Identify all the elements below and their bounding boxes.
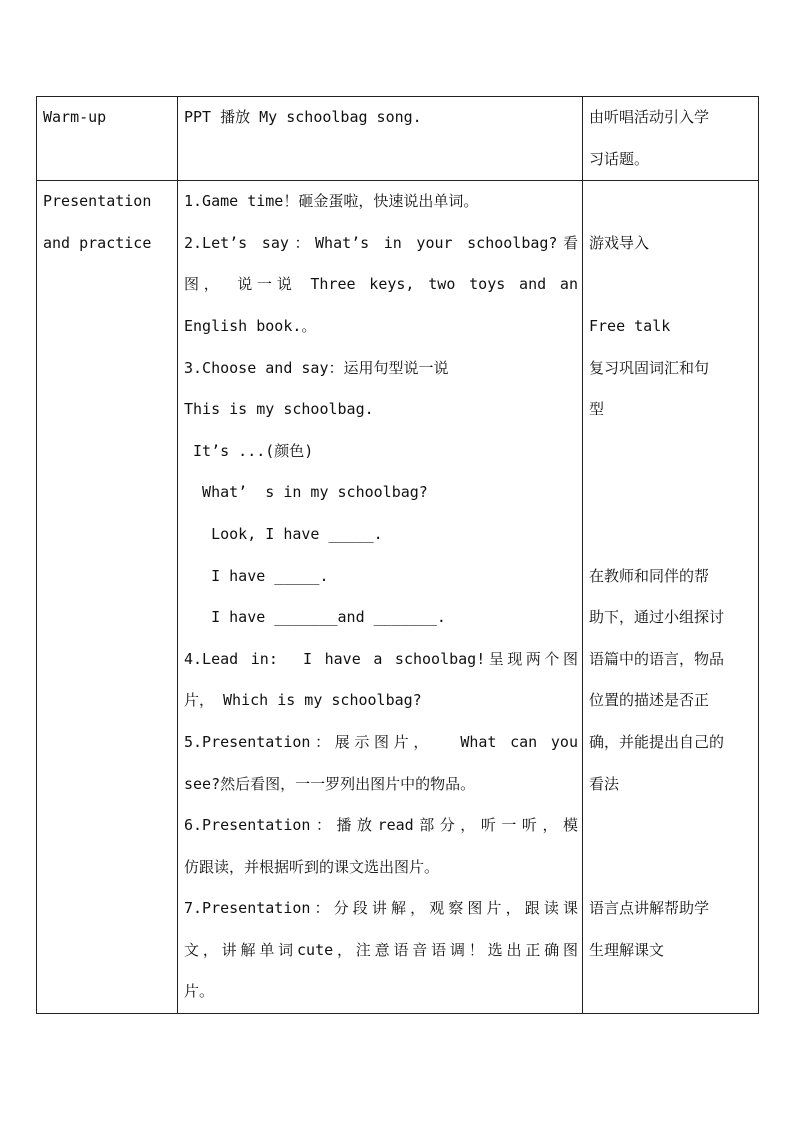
text-line: 复习巩固词汇和句 [589, 358, 710, 377]
text-line: PPT 播放 My schoolbag song. [184, 108, 422, 126]
text-line: 片。 [184, 982, 215, 1001]
text-line: 6.Presentation：播放read部分，听一听，模 [184, 816, 578, 835]
purpose-cell [583, 97, 759, 181]
text-line [589, 472, 754, 514]
stage-cell [37, 181, 178, 1014]
text-line: 语篇中的语言，物品 [589, 649, 725, 668]
text-line: 语言点讲解帮助学 [589, 899, 710, 918]
text-line: see?然后看图，一一罗列出图片中的物品。 [184, 774, 476, 793]
text-line: 片， Which is my schoolbag? [184, 691, 422, 710]
table-row [37, 97, 759, 181]
text-line [589, 514, 754, 556]
text-line: 在教师和同伴的帮 [589, 566, 710, 585]
text-line: Presentation [43, 192, 152, 211]
text-line: 由听唱活动引入学 [589, 108, 710, 126]
text-line: and practice [43, 233, 152, 252]
text-line: 位置的描述是否正 [589, 691, 710, 710]
text-line: 生理解课文 [589, 940, 665, 959]
text-line: 确，并能提出自己的 [589, 732, 725, 751]
text-line: 助下，通过小组探讨 [589, 608, 725, 627]
text-line: 7.Presentation：分段讲解，观察图片，跟读课 [184, 899, 578, 918]
purpose-cell [583, 181, 759, 1014]
text-line: This is my schoolbag. [184, 400, 374, 419]
text-line: Free talk [589, 316, 671, 335]
text-line: 2.Let’s say：What’s in your schoolbag?看 [184, 233, 578, 252]
text-line: What’ s in my schoolbag? [184, 483, 428, 502]
text-line: 型 [589, 400, 605, 419]
text-line: 游戏导入 [589, 233, 650, 252]
activities-cell [178, 97, 583, 181]
text-line: 5.Presentation：展示图片， What can you [184, 732, 578, 751]
text-line: 文，讲解单词cute，注意语音语调！选出正确图 [184, 940, 578, 959]
text-line [589, 181, 754, 223]
text-line: 仿跟读，并根据听到的课文选出图片。 [184, 857, 440, 876]
lesson-plan-table [36, 96, 759, 1014]
text-line [589, 805, 754, 847]
text-line: 习话题。 [589, 149, 650, 168]
text-line: Look, I have _____. [184, 524, 383, 543]
text-line: I have _____. [184, 566, 329, 585]
text-line: English book.。 [184, 316, 317, 335]
text-line: 图， 说一说 Three keys, two toys and an [184, 275, 578, 294]
text-line [589, 431, 754, 473]
text-line: Warm-up [43, 108, 107, 126]
table-row [37, 181, 759, 1014]
activities-cell [178, 181, 583, 1014]
text-line: 看法 [589, 774, 620, 793]
text-line: 1.Game time！砸金蛋啦，快速说出单词。 [184, 192, 479, 211]
stage-cell [37, 97, 178, 181]
text-line: 4.Lead in: I have a schoolbag!呈现两个图 [184, 649, 578, 668]
text-line [589, 264, 754, 306]
text-line [589, 847, 754, 889]
text-line: I have _______and _______. [184, 608, 446, 627]
text-line: It’s ...(颜色) [184, 441, 314, 460]
text-line: 3.Choose and say：运用句型说一说 [184, 358, 449, 377]
